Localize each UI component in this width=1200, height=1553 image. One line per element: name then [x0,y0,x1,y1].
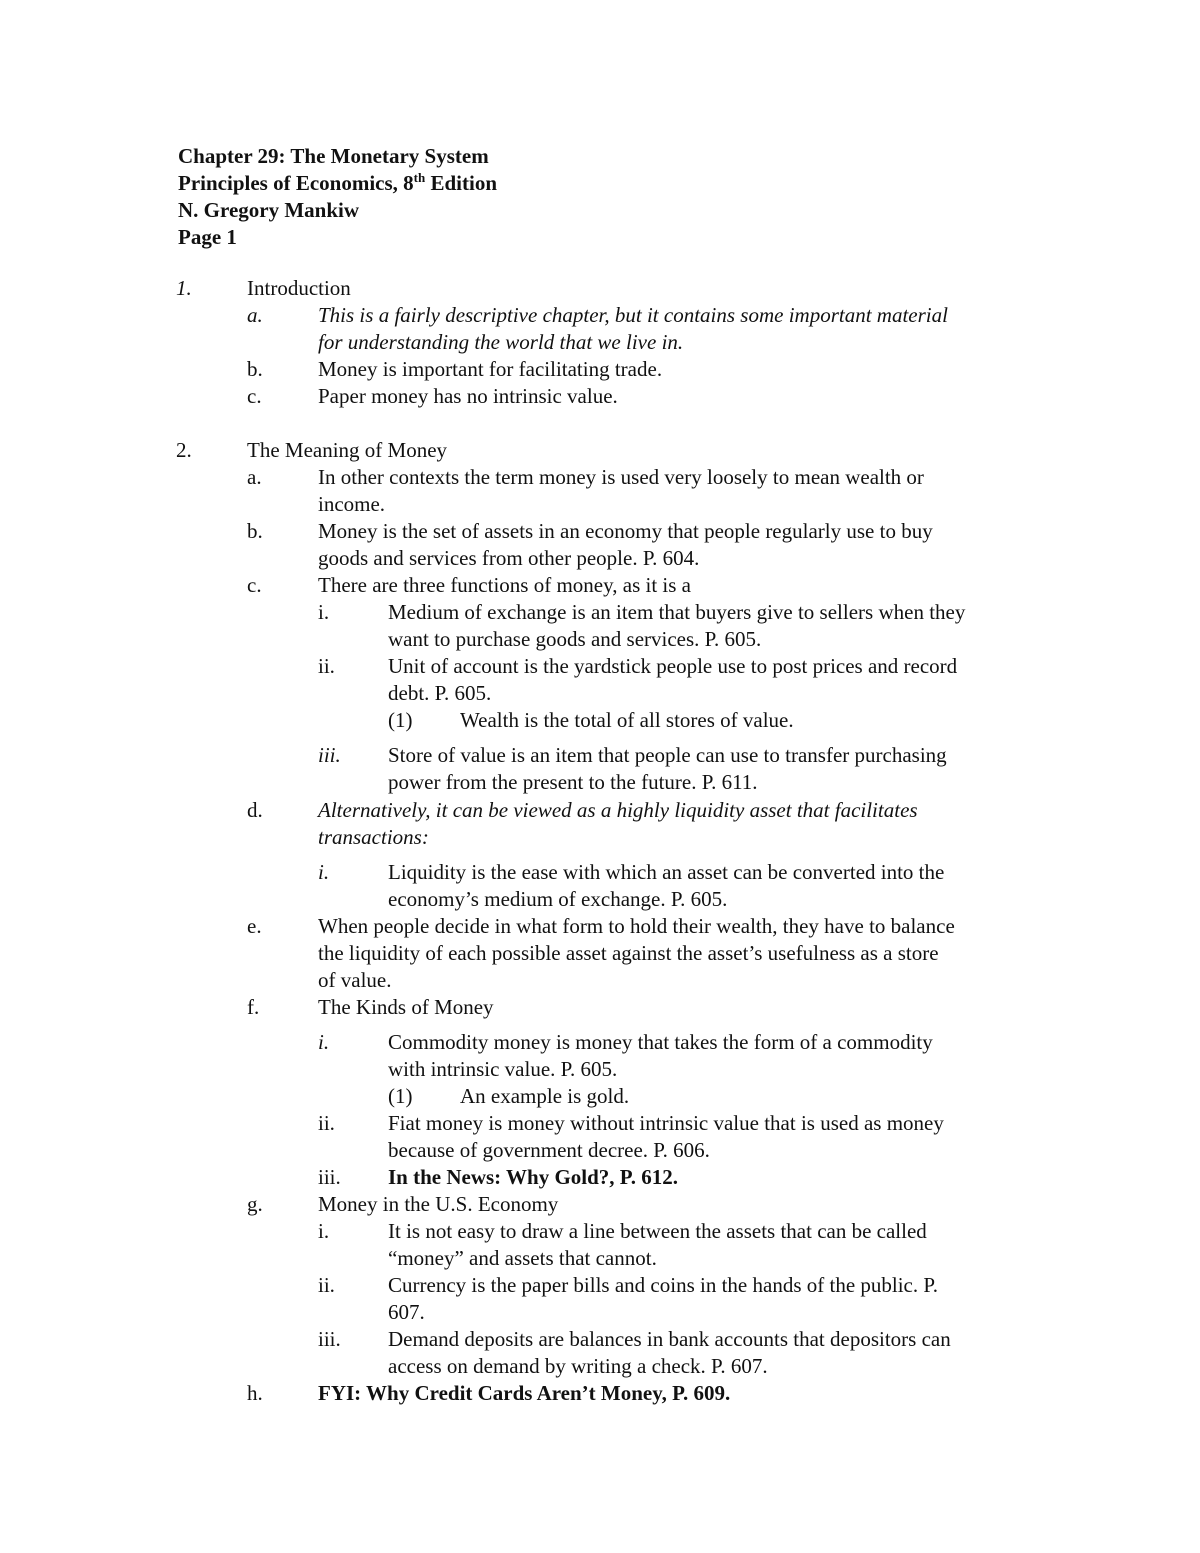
s1-b-marker: b. [247,357,263,381]
s2-h-text: FYI: Why Credit Cards Aren’t Money, P. 609. [318,1381,731,1405]
s2-f-ii-text-line1: Fiat money is money without intrinsic value that is used as money [388,1111,944,1135]
author: N. Gregory Mankiw [178,198,360,222]
s2-f-marker: f. [247,995,260,1019]
s2-f-i-marker: i. [318,1030,330,1054]
section-2-title: The Meaning of Money [247,438,448,462]
s2-c-ii-text-line1: Unit of account is the yardstick people use to post prices and record [388,654,958,678]
s2-c-ii-1-text: Wealth is the total of all stores of value. [460,708,794,732]
s2-c-ii-marker: ii. [318,654,335,678]
s2-g-ii-marker: ii. [318,1273,335,1297]
s2-d-text-line1: Alternatively, it can be viewed as a highly liquidity asset that facilitates [318,798,918,822]
s2-g-i-text-line1: It is not easy to draw a line between the assets that can be called [388,1219,927,1243]
page-number: Page 1 [178,225,237,249]
s2-a-marker: a. [247,465,262,489]
s2-e-marker: e. [247,914,262,938]
s2-f-ii-marker: ii. [318,1111,335,1135]
s2-a-text-line1: In other contexts the term money is used very loosely to mean wealth or [318,465,924,489]
section-1-title: Introduction [247,276,351,300]
s2-h-marker: h. [247,1381,263,1405]
section-2-marker: 2. [176,438,192,462]
book-title-prefix: Principles of Economics, 8 [178,171,414,195]
s1-b-text: Money is important for facilitating trade. [318,357,663,381]
book-title [178,170,497,197]
edition-superscript: th [413,170,426,185]
s2-b-text-line2: goods and services from other people. P. 604. [318,546,700,570]
s2-g-ii-text-line2: 607. [388,1300,425,1324]
s1-a-text-line1: This is a fairly descriptive chapter, but it contains some important material [318,303,948,327]
s1-a-text-line2: for understanding the world that we live in. [318,330,684,354]
s2-c-ii-1-marker: (1) [388,708,413,732]
s2-g-marker: g. [247,1192,263,1216]
s2-d-i-text-line1: Liquidity is the ease with which an asset can be converted into the [388,860,945,884]
chapter-title: Chapter 29: The Monetary System [178,144,489,168]
s2-c-ii-text-line2: debt. P. 605. [388,681,492,705]
s2-f-iii-text: In the News: Why Gold?, P. 612. [388,1165,678,1189]
s2-d-i-marker: i. [318,860,330,884]
s2-d-marker: d. [247,798,263,822]
s2-e-text-line3: of value. [318,968,392,992]
book-title-suffix: Edition [425,171,497,195]
s2-f-text: The Kinds of Money [318,995,494,1019]
section-1-marker: 1. [176,276,192,300]
s2-g-ii-text-line1: Currency is the paper bills and coins in the hands of the public. P. [388,1273,938,1297]
s2-g-i-text-line2: “money” and assets that cannot. [388,1246,657,1270]
s2-c-iii-text-line1: Store of value is an item that people can use to transfer purchasing [388,743,947,767]
s2-g-iii-marker: iii. [318,1327,341,1351]
s2-g-text: Money in the U.S. Economy [318,1192,559,1216]
s1-c-marker: c. [247,384,262,408]
s2-c-i-text-line1: Medium of exchange is an item that buyers give to sellers when they [388,600,966,624]
s2-c-marker: c. [247,573,262,597]
s2-c-iii-marker: iii. [318,743,341,767]
s2-b-text-line1: Money is the set of assets in an economy that people regularly use to buy [318,519,933,543]
s2-f-i-text-line1: Commodity money is money that takes the form of a commodity [388,1030,933,1054]
s2-b-marker: b. [247,519,263,543]
s2-c-i-marker: i. [318,600,330,624]
s2-g-iii-text-line2: access on demand by writing a check. P. 607. [388,1354,768,1378]
s1-c-text: Paper money has no intrinsic value. [318,384,618,408]
s2-c-text: There are three functions of money, as it is a [318,573,691,597]
s2-e-text-line1: When people decide in what form to hold their wealth, they have to balance [318,914,955,938]
s2-g-iii-text-line1: Demand deposits are balances in bank accounts that depositors can [388,1327,951,1351]
s2-f-ii-text-line2: because of government decree. P. 606. [388,1138,710,1162]
s2-a-text-line2: income. [318,492,386,516]
s2-f-i-1-text: An example is gold. [460,1084,630,1108]
s2-f-iii-marker: iii. [318,1165,341,1189]
s2-e-text-line2: the liquidity of each possible asset against the asset’s usefulness as a store [318,941,939,965]
s2-f-i-1-marker: (1) [388,1084,413,1108]
s2-d-text-line2: transactions: [318,825,429,849]
s1-a-marker: a. [247,303,263,327]
s2-g-i-marker: i. [318,1219,330,1243]
s2-c-i-text-line2: want to purchase goods and services. P. 605. [388,627,762,651]
s2-d-i-text-line2: economy’s medium of exchange. P. 605. [388,887,728,911]
s2-c-iii-text-line2: power from the present to the future. P. 611. [388,770,758,794]
s2-f-i-text-line2: with intrinsic value. P. 605. [388,1057,618,1081]
